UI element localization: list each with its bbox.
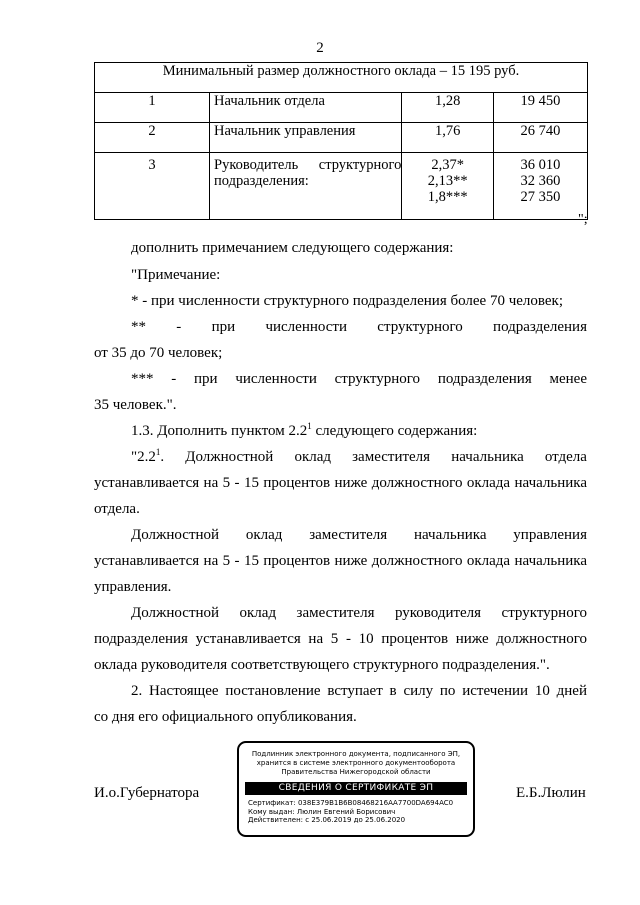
- table-row: [95, 123, 588, 153]
- word: оклад: [245, 527, 283, 543]
- word: подразделения: [437, 371, 532, 387]
- row-coefficient: 1,28: [402, 93, 494, 123]
- text-span: 1.3. Дополнить пунктом 2.2: [131, 423, 308, 439]
- superscript: 1: [155, 447, 161, 457]
- word: Должностной: [131, 605, 220, 621]
- text-span: следующего содержания:: [311, 423, 478, 439]
- paragraph-line: [131, 371, 587, 388]
- word: заместителя: [352, 449, 431, 465]
- paragraph-line: [131, 449, 587, 466]
- word: заместителя: [296, 605, 375, 621]
- paragraph-line: дополнить примечанием следующего содержания:: [131, 240, 454, 256]
- word: заместителя: [309, 527, 388, 543]
- paragraph-line: [131, 527, 587, 544]
- word: Должностной: [131, 527, 220, 543]
- word: отдела: [544, 449, 587, 465]
- row-coefficient: 2,13**: [427, 173, 468, 189]
- word: менее: [549, 371, 587, 387]
- word: начальника: [413, 527, 487, 543]
- paragraph-line: 35 человек.".: [94, 397, 177, 413]
- word: оклад: [294, 449, 331, 465]
- word: численности: [265, 319, 347, 335]
- word: подразделения: [493, 319, 587, 335]
- word: при: [194, 371, 218, 387]
- signatory-title: И.о.Губернатора: [94, 785, 200, 801]
- paragraph-line: [131, 423, 477, 440]
- word: оклад: [239, 605, 277, 621]
- table-row: [95, 93, 588, 123]
- page-number: 2: [316, 40, 324, 56]
- paragraph-line: "Примечание:: [131, 267, 221, 283]
- paragraph-line: 2. Настоящее постановление вступает в силу по истечении 10 дней: [131, 683, 587, 699]
- word: управления: [513, 527, 587, 543]
- paragraph-line: устанавливается на 5 - 15 процентов ниже должностного оклада начальника: [94, 553, 587, 569]
- superscript: 1: [307, 421, 312, 431]
- row-salary: 26 740: [493, 123, 587, 153]
- row-salary: 19 450: [493, 93, 587, 123]
- paragraph-line: подразделения устанавливается на 5 - 10 процентов ниже должностного: [94, 631, 587, 647]
- word: начальника: [451, 449, 524, 465]
- row-number: 3: [95, 153, 210, 220]
- row-position-line: подразделения:: [214, 173, 309, 189]
- table-closing-quote: ";: [578, 212, 588, 227]
- paragraph-line: оклада руководителя соответствующего структурного подразделения.".: [94, 657, 550, 673]
- row-salary: 27 350: [520, 189, 561, 205]
- paragraph-line: управления.: [94, 579, 172, 595]
- word: структурного: [334, 371, 421, 387]
- paragraph-line: от 35 до 70 человек;: [94, 345, 223, 361]
- word: структурного: [377, 319, 463, 335]
- text-span: "2.2: [131, 449, 156, 465]
- row-position: Начальник управления: [210, 123, 402, 153]
- row-salaries: [493, 153, 587, 220]
- stamp-validity: Действителен: с 25.06.2019 до 25.06.2020: [248, 816, 406, 824]
- row-coefficient: 1,76: [402, 123, 494, 153]
- word: при: [211, 319, 236, 335]
- paragraph-line: [131, 319, 587, 336]
- row-salary: 36 010: [520, 157, 561, 173]
- row-coefficient: 1,8***: [427, 189, 468, 205]
- row-salary: 32 360: [520, 173, 561, 189]
- paragraph-line: [131, 605, 587, 622]
- salary-table: [94, 62, 588, 220]
- row-number: 2: [95, 123, 210, 153]
- stamp-certificate: Сертификат: 038E379B1B6B08468216AA7700DA694AC0: [248, 799, 454, 807]
- clause-number: [131, 449, 164, 466]
- paragraph-line: * - при численности структурного подразделения более 70 человек;: [131, 293, 563, 309]
- paragraph-line: отдела.: [94, 501, 140, 517]
- row-position: Начальник отдела: [210, 93, 402, 123]
- stamp-issued-to: Кому выдан: Люлин Евгений Борисович: [248, 807, 396, 816]
- table-header-row: [95, 63, 588, 93]
- word: -: [171, 371, 177, 387]
- word: -: [176, 319, 182, 335]
- paragraph-line: со дня его официального опубликования.: [94, 709, 357, 725]
- table-row: [95, 153, 588, 220]
- text-span: .: [160, 449, 165, 465]
- word: структурного: [501, 605, 587, 621]
- row-coefficient: 2,37*: [431, 157, 464, 173]
- stamp-header: [239, 750, 473, 777]
- stamp-line: Подлинник электронного документа, подписанного ЭП,: [251, 750, 461, 758]
- stamp-title: СВЕДЕНИЯ О СЕРТИФИКАТЕ ЭП: [245, 782, 467, 795]
- stamp-line: хранится в системе электронного документооборота: [256, 759, 456, 767]
- row-coefficients: [402, 153, 494, 220]
- row-number: 1: [95, 93, 210, 123]
- table-header: Минимальный размер должностного оклада – 15 195 руб.: [95, 63, 588, 93]
- stamp-details: [239, 799, 473, 825]
- row-position-line: Руководитель структурного: [214, 157, 402, 173]
- row-position: [210, 153, 402, 220]
- word: численности: [235, 371, 317, 387]
- word: **: [131, 319, 146, 335]
- electronic-signature-stamp: [237, 741, 475, 837]
- stamp-line: Правительства Нижегородской области: [281, 768, 431, 776]
- paragraph-line: устанавливается на 5 - 15 процентов ниже должностного оклада начальника: [94, 475, 587, 491]
- word: Должностной: [185, 449, 274, 465]
- word: ***: [131, 371, 154, 387]
- signatory-name: Е.Б.Люлин: [516, 785, 586, 801]
- word: руководителя: [394, 605, 482, 621]
